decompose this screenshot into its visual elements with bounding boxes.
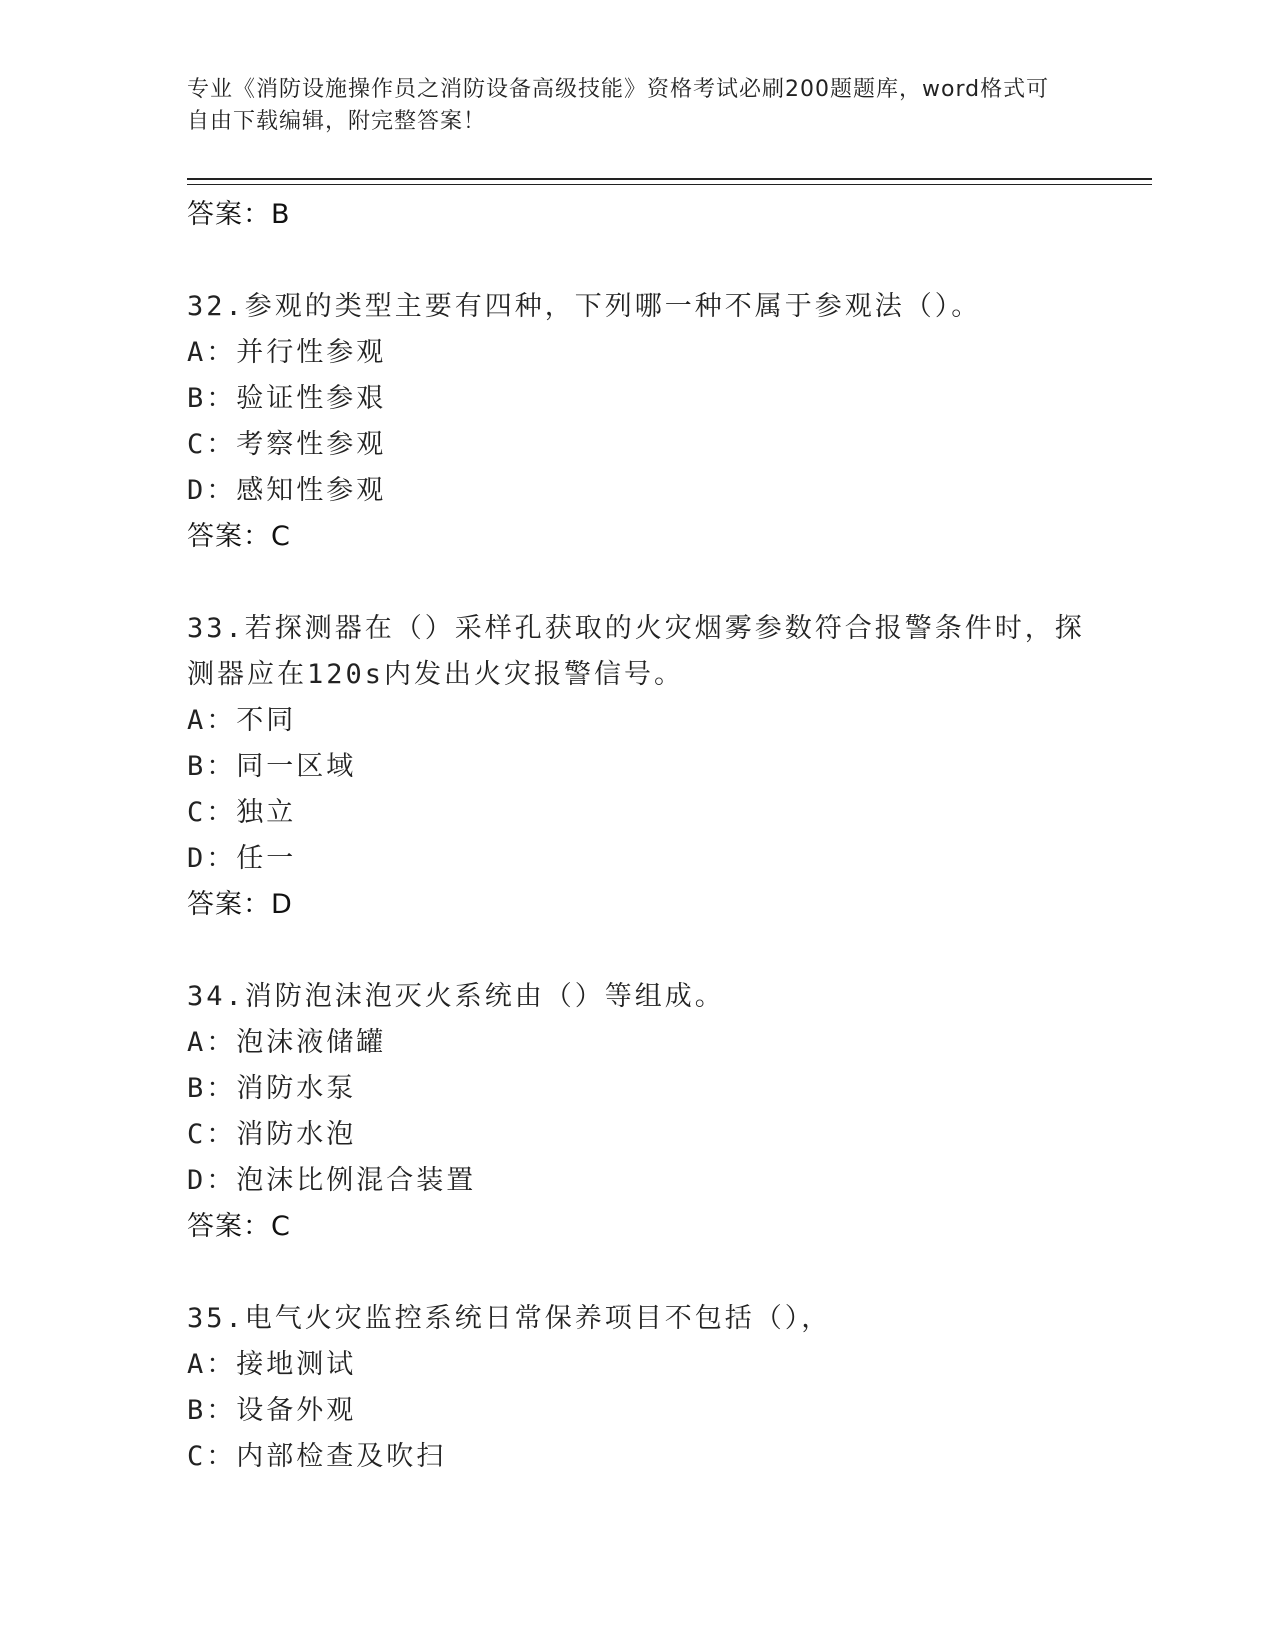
option-d: D：任一 (187, 843, 297, 874)
option-b: B：验证性参艰 (187, 383, 387, 414)
spacer (187, 560, 1087, 606)
spacer (187, 1250, 1087, 1296)
question-block (187, 284, 1087, 560)
option-a: A：不同 (187, 705, 297, 736)
option-b: B：消防水泵 (187, 1073, 357, 1104)
page-header: 专业《消防设施操作员之消防设备高级技能》资格考试必刷200题题库，word格式可自由下载编辑，附完整答案！ (187, 77, 1050, 134)
option-d: D：泡沫比例混合装置 (187, 1165, 477, 1196)
question-block (187, 606, 1087, 928)
option-b: B：设备外观 (187, 1395, 357, 1426)
spacer (187, 238, 1087, 284)
answer-line: 答案：C (187, 521, 291, 552)
question-block (187, 1296, 1087, 1480)
option-c: C：消防水泡 (187, 1119, 357, 1150)
question-text: 35.电气火灾监控系统日常保养项目不包括（）， (187, 1303, 832, 1334)
answer-line: 答案：B (187, 199, 291, 230)
spacer (187, 928, 1087, 974)
option-a: A：泡沫液储罐 (187, 1027, 387, 1058)
question-block (187, 974, 1087, 1250)
question-text: 32.参观的类型主要有四种，下列哪一种不属于参观法（）。 (187, 291, 982, 322)
option-c: C：内部检查及吹扫 (187, 1441, 447, 1472)
option-d: D：感知性参观 (187, 475, 387, 506)
question-text: 33.若探测器在（）采样孔获取的火灾烟雾参数符合报警条件时，探测器应在120s内发出火灾报警信号。 (187, 613, 1085, 690)
answer-line: 答案：D (187, 889, 293, 920)
question-list (187, 192, 1087, 1480)
answer-line: 答案：C (187, 1211, 291, 1242)
header-rule-thin (187, 184, 1152, 185)
option-a: A：并行性参观 (187, 337, 387, 368)
header-rule-thick (187, 178, 1152, 180)
question-text: 34.消防泡沫泡灭火系统由（）等组成。 (187, 981, 725, 1012)
option-c: C：独立 (187, 797, 297, 828)
option-b: B：同一区域 (187, 751, 357, 782)
option-c: C：考察性参观 (187, 429, 387, 460)
option-a: A：接地测试 (187, 1349, 357, 1380)
